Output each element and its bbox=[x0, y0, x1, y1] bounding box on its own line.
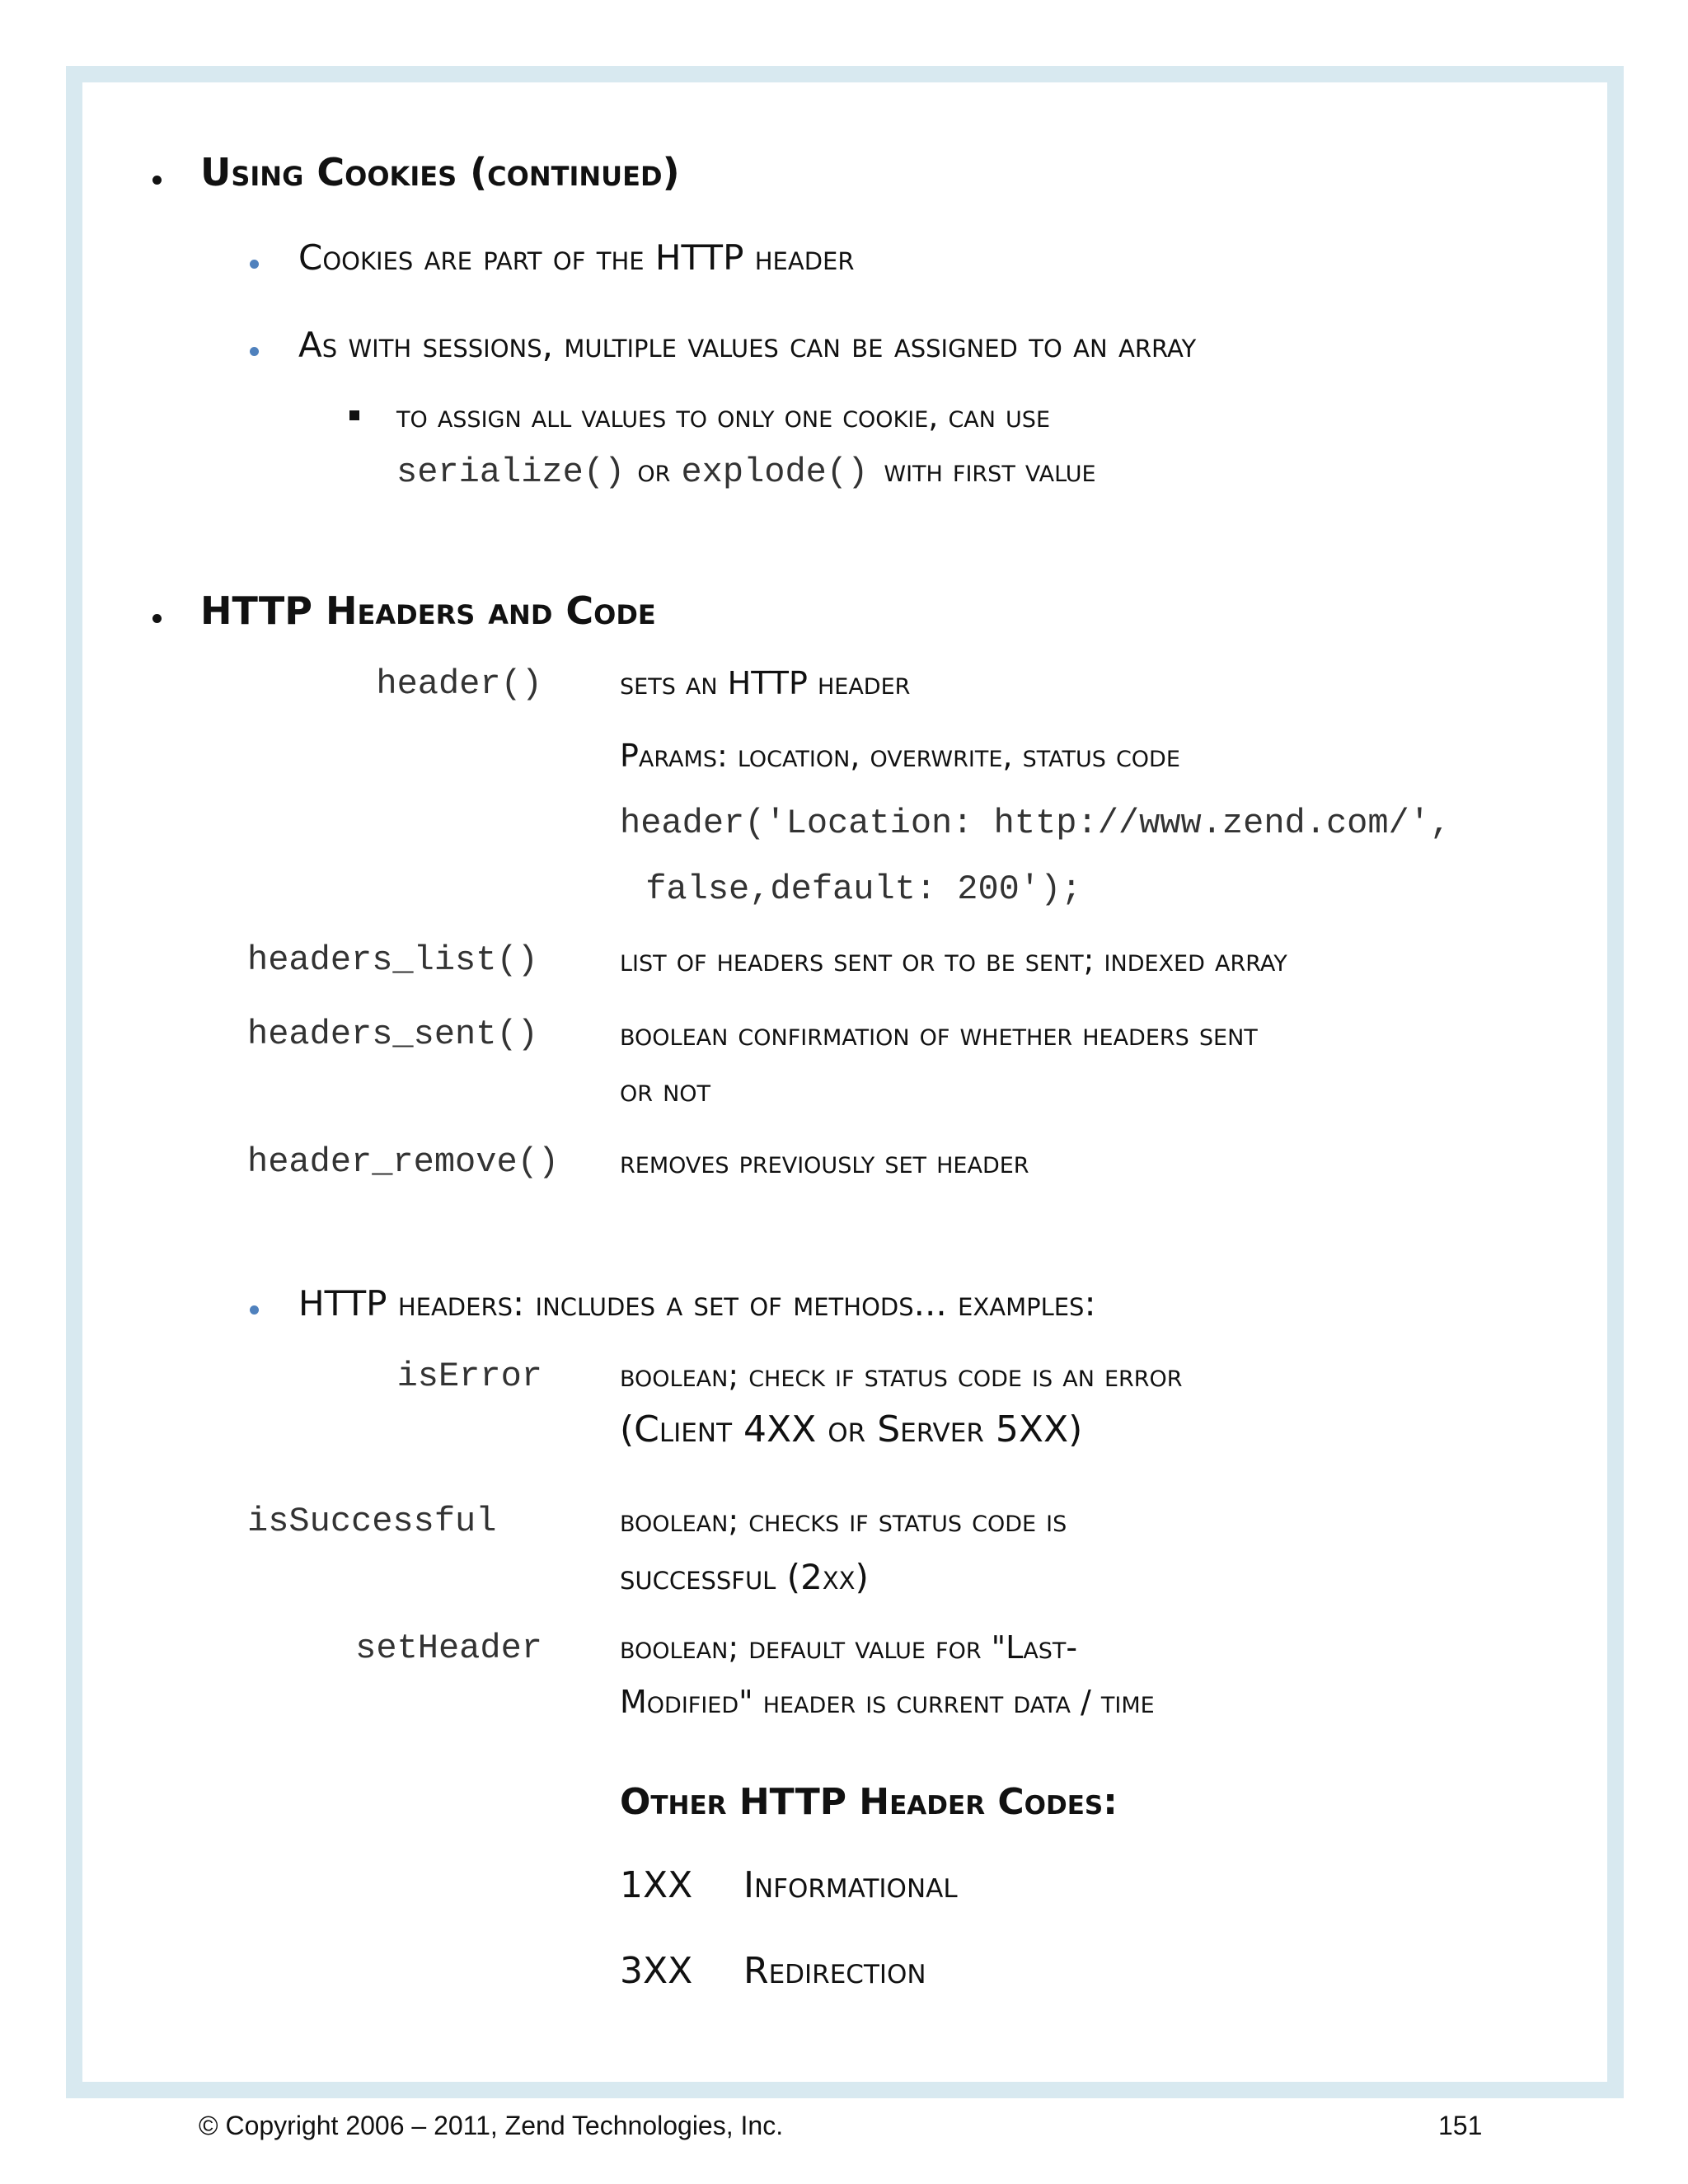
function-description: sets an HTTP header bbox=[620, 665, 911, 701]
list-item: As with sessions, multiple values can be assigned to an array bbox=[298, 325, 1197, 365]
function-name: header_remove() bbox=[247, 1142, 560, 1182]
section-bullet bbox=[152, 176, 162, 185]
function-name: headers_sent() bbox=[247, 1015, 538, 1054]
method-name: isSuccessful bbox=[247, 1502, 497, 1541]
code-example-line: header('Location: http://www.zend.com/', bbox=[620, 804, 1451, 843]
function-name: header() bbox=[376, 664, 542, 704]
list-bullet bbox=[250, 260, 259, 269]
other-codes-title: Other HTTP Header Codes: bbox=[620, 1781, 1118, 1823]
section-title-http-headers: HTTP Headers and Code bbox=[200, 588, 656, 633]
method-description-continued: Modified" header is current data / time bbox=[620, 1684, 1155, 1720]
list-bullet bbox=[250, 347, 259, 356]
function-description: removes previously set header bbox=[620, 1144, 1029, 1180]
sub-bullet bbox=[349, 410, 359, 420]
sub-list-item: to assign all values to only one cookie, can use bbox=[396, 398, 1051, 434]
conjunction-text: or bbox=[637, 452, 671, 489]
page-number: 151 bbox=[1438, 2111, 1483, 2140]
code-explode: explode() bbox=[681, 452, 869, 492]
status-code: 1XX bbox=[620, 1864, 693, 1906]
method-description: boolean; checks if status code is bbox=[620, 1502, 1067, 1539]
list-item: Cookies are part of the HTTP header bbox=[298, 237, 855, 278]
function-description: list of headers sent or to be sent; indexed array bbox=[620, 942, 1287, 978]
sub-list-item-continuation bbox=[396, 452, 1096, 492]
function-name: headers_list() bbox=[247, 940, 538, 980]
status-code-label: Redirection bbox=[743, 1950, 926, 1992]
method-description-continued: (Client 4XX or Server 5XX) bbox=[620, 1408, 1083, 1451]
footer-copyright: © Copyright 2006 – 2011, Zend Technologies, Inc. bbox=[199, 2111, 784, 2140]
status-code: 3XX bbox=[620, 1950, 693, 1992]
section-title-cookies: Using Cookies (continued) bbox=[200, 150, 680, 194]
method-name: setHeader bbox=[355, 1629, 542, 1668]
method-name: isError bbox=[396, 1357, 542, 1396]
tail-text: with first value bbox=[884, 452, 1096, 489]
method-description: boolean; check if status code is an error bbox=[620, 1357, 1183, 1394]
code-example-line: false,default: 200'); bbox=[625, 869, 1082, 909]
status-code-label: Informational bbox=[743, 1864, 958, 1906]
list-bullet bbox=[250, 1305, 259, 1315]
section-bullet bbox=[152, 614, 162, 623]
method-description-continued: successful (2xx) bbox=[620, 1557, 869, 1597]
method-description: boolean; default value for "Last- bbox=[620, 1629, 1078, 1666]
function-description: boolean confirmation of whether headers sent bbox=[620, 1016, 1258, 1052]
function-params: Params: location, overwrite, status code bbox=[620, 738, 1180, 774]
list-item-methods: HTTP headers: includes a set of methods... examples: bbox=[298, 1283, 1096, 1324]
code-serialize: serialize() bbox=[396, 452, 626, 492]
function-description-continued: or not bbox=[620, 1072, 711, 1108]
